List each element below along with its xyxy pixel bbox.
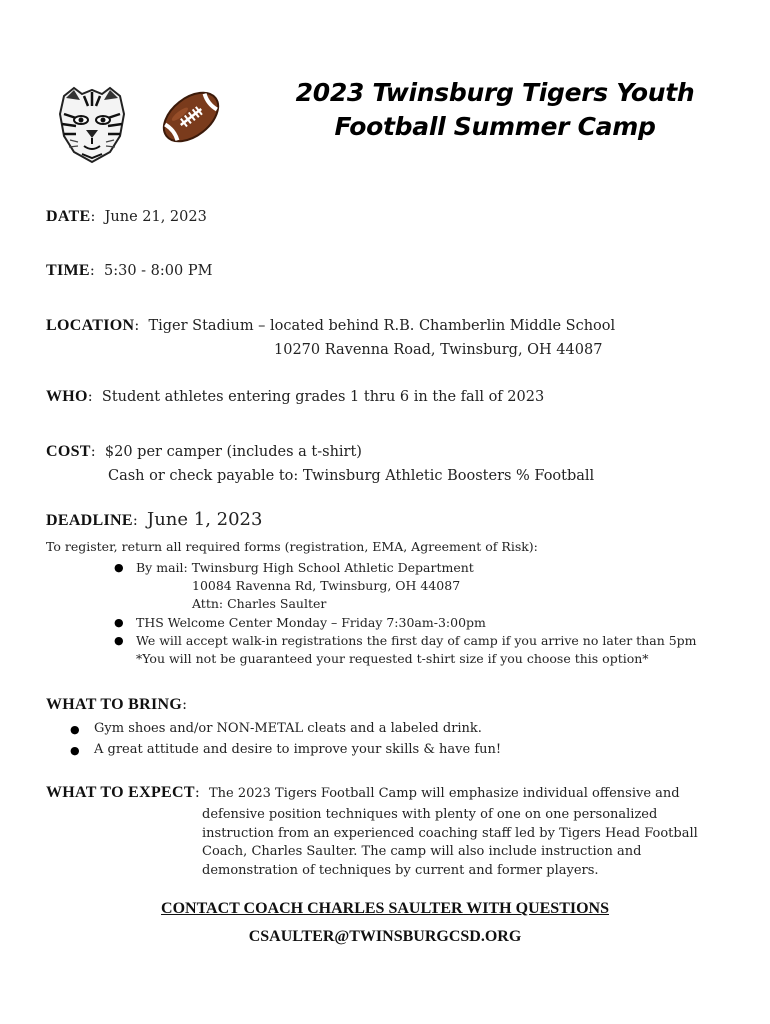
page-title [255, 76, 735, 144]
cost-line-2: Cash or check payable to: Twinsburg Athletic Boosters % Football [108, 468, 595, 484]
tiger-head-icon [54, 84, 130, 164]
bullet-icon: ● [114, 561, 124, 574]
expect-body [202, 806, 702, 880]
bullet-icon: ● [114, 616, 124, 629]
bring-heading: WHAT TO BRING: [46, 696, 187, 713]
title-line-2: Football Summer Camp [334, 112, 656, 141]
deadline-value: June 1, 2023 [146, 509, 263, 530]
walk-in-line-1: We will accept walk-in registrations the first day of camp if you arrive no later than 5pm [136, 633, 697, 648]
time-label: TIME [46, 262, 90, 279]
expect-label: WHAT TO EXPECT [46, 784, 195, 801]
welcome-center-line: THS Welcome Center Monday – Friday 7:30am-3:00pm [136, 615, 486, 630]
title-line-1: 2023 Twinsburg Tigers Youth [295, 78, 695, 107]
contact-heading: CONTACT COACH CHARLES SAULTER WITH QUESTIONS [161, 900, 609, 917]
location-label: LOCATION [46, 317, 135, 334]
who-label: WHO [46, 388, 88, 405]
bring-label: WHAT TO BRING [46, 696, 183, 713]
mail-line-2: 10084 Ravenna Rd, Twinsburg, OH 44087 [192, 578, 461, 593]
mail-line-3: Attn: Charles Saulter [192, 596, 327, 611]
walk-in-line-2: *You will not be guaranteed your requested t-shirt size if you choose this option* [136, 651, 649, 666]
expect-line-1: The 2023 Tigers Football Camp will emphasize individual offensive and [208, 786, 680, 801]
location-line-1: Tiger Stadium – located behind R.B. Chamberlin Middle School [148, 318, 616, 334]
cost-line-1: $20 per camper (includes a t-shirt) [104, 444, 362, 460]
expect-line-2: defensive position techniques with plenty of one on one personalized [202, 807, 658, 822]
bullet-icon: ● [70, 744, 80, 757]
who-row: WHO: Student athletes entering grades 1 thru 6 in the fall of 2023 [46, 388, 545, 405]
mail-line-1: By mail: Twinsburg High School Athletic Department [136, 560, 474, 575]
date-row: DATE: June 21, 2023 [46, 208, 207, 225]
bring-item-2: A great attitude and desire to improve your skills & have fun! [94, 742, 502, 757]
football-icon [158, 86, 224, 148]
bullet-icon: ● [70, 723, 80, 736]
who-value: Student athletes entering grades 1 thru 6 in the fall of 2023 [101, 389, 545, 405]
expect-line-5: demonstration of techniques by current and former players. [202, 862, 599, 878]
location-line-2: 10270 Ravenna Road, Twinsburg, OH 44087 [274, 342, 603, 358]
deadline-label: DEADLINE [46, 512, 133, 529]
time-value: 5:30 - 8:00 PM [103, 263, 213, 279]
cost-row: COST: $20 per camper (includes a t-shirt) [46, 443, 362, 460]
deadline-row: DEADLINE: June 1, 2023 [46, 509, 263, 530]
expect-row: WHAT TO EXPECT: The 2023 Tigers Football Camp will emphasize individual offensive and [46, 784, 680, 801]
date-value: June 21, 2023 [104, 209, 207, 225]
location-row: LOCATION: Tiger Stadium – located behind R.B. Chamberlin Middle School [46, 317, 616, 334]
expect-line-4: Coach, Charles Saulter. The camp will also include instruction and [202, 844, 642, 860]
bring-item-1: Gym shoes and/or NON-METAL cleats and a labeled drink. [94, 721, 482, 736]
expect-line-3: instruction from an experienced coaching staff led by Tigers Head Football [202, 825, 698, 841]
time-row: TIME: 5:30 - 8:00 PM [46, 262, 213, 279]
date-label: DATE [46, 208, 91, 225]
deadline-intro: To register, return all required forms (registration, EMA, Agreement of Risk): [46, 539, 538, 554]
contact-email[interactable]: CSAULTER@TWINSBURGCSD.ORG [248, 928, 522, 945]
cost-label: COST [46, 443, 91, 460]
bullet-icon: ● [114, 634, 124, 647]
